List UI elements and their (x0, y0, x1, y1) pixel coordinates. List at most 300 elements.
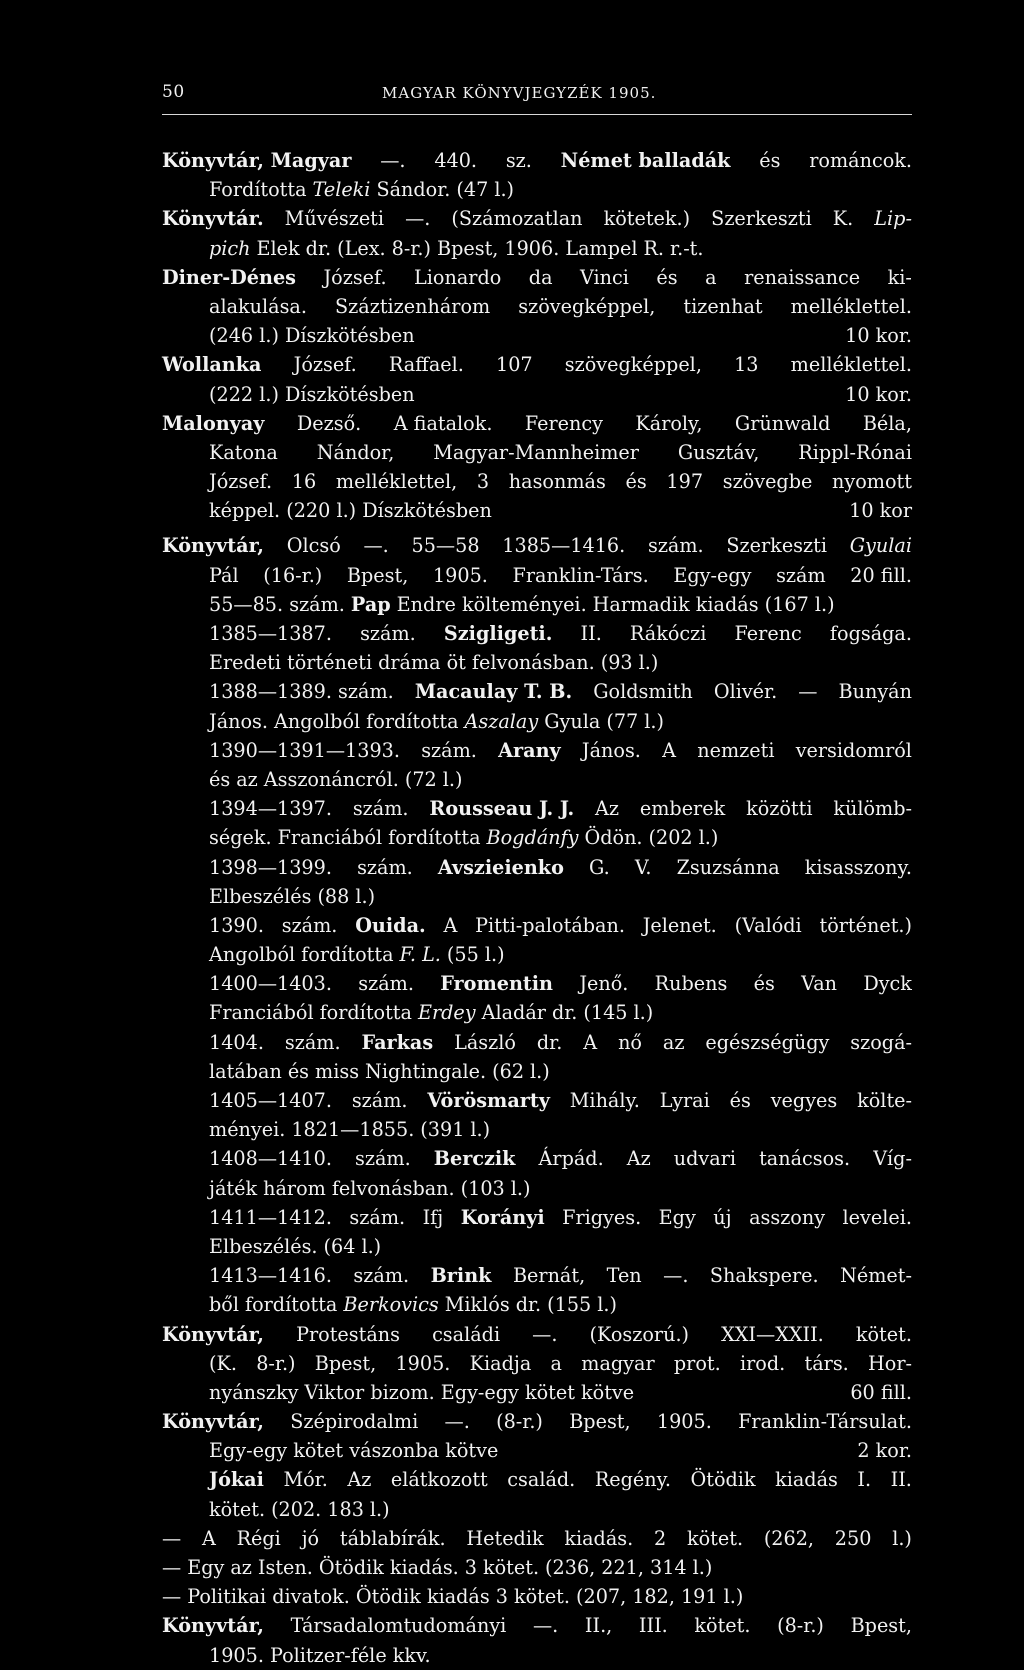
word: melléklettel. (790, 353, 912, 377)
word: (Számozatlan (451, 207, 583, 231)
word: három (263, 1176, 326, 1200)
word: Jenő. (579, 972, 629, 996)
word: és (656, 265, 678, 289)
word: társ. (804, 1351, 849, 1375)
word: (155 (547, 1293, 592, 1317)
word: Szerkeszti (711, 207, 812, 231)
word: R. (643, 236, 665, 260)
word: az (662, 1030, 685, 1054)
word: Pál (209, 563, 239, 587)
word: kötet. (513, 1585, 570, 1609)
word: 250 (834, 1526, 872, 1550)
word: Erdey (417, 1001, 476, 1025)
word: Fordította (209, 178, 307, 202)
word: 1413—1416. (209, 1264, 332, 1288)
word: és (729, 1089, 751, 1112)
text-line (162, 1553, 912, 1582)
word: Dyck (863, 972, 912, 996)
text-line (162, 765, 912, 794)
word: Nándor, (316, 440, 395, 464)
word: versidomról (795, 738, 912, 762)
word: Bpest, (850, 1614, 912, 1638)
word: —. (532, 1322, 558, 1346)
word: szám (776, 563, 826, 587)
word: Vinci (580, 265, 629, 289)
word: Farkas (361, 1030, 434, 1054)
word: 10 kor. (845, 382, 912, 406)
text-line (162, 998, 912, 1027)
word: da (528, 265, 553, 289)
word: l.) (369, 1497, 390, 1521)
word: Egy (187, 1556, 225, 1579)
word: a (550, 1351, 562, 1375)
word: Endre költeményei. (396, 592, 587, 616)
word: Művészeti (284, 207, 385, 231)
word: Rubens (654, 972, 728, 996)
word: Víg- (873, 1147, 912, 1171)
text-line (162, 1349, 912, 1378)
word: József. (209, 470, 273, 494)
word: Ten (606, 1264, 642, 1288)
word: — (162, 1556, 182, 1579)
word: Harmadik kiadás (167 l.) (592, 592, 835, 616)
word: Avszieienko (437, 855, 564, 879)
word: Lyrai (659, 1089, 710, 1112)
word: Teleki (312, 178, 371, 202)
word: elátkozott (390, 1468, 488, 1492)
word: új (713, 1205, 732, 1229)
text-line (162, 1378, 912, 1407)
text-line (162, 1115, 912, 1144)
word: l.) (692, 1556, 713, 1579)
word: szám. (360, 622, 416, 645)
word: 2 (654, 1526, 667, 1550)
word: ki- (887, 265, 912, 289)
word: A (443, 913, 458, 937)
word: magyar (581, 1351, 655, 1375)
word: 1905. (656, 1410, 712, 1434)
word: Mór. (283, 1468, 328, 1492)
word: (236, (545, 1556, 596, 1579)
word: 3 (476, 470, 490, 494)
word: —. (444, 1410, 470, 1434)
word: (88 (317, 884, 350, 908)
word: és (287, 1059, 310, 1083)
word: kiadás. (389, 1556, 459, 1579)
word: 1905. (395, 1351, 451, 1375)
word: — (162, 1585, 182, 1609)
word: (64 (323, 1234, 356, 1258)
text-line (162, 648, 912, 677)
word: l.) (723, 1585, 744, 1609)
word: 1906. (504, 236, 560, 260)
text-line (162, 234, 912, 263)
word: A fiatalok. (393, 411, 493, 435)
word: ményei. (209, 1118, 286, 1142)
word: Ferenc (734, 622, 802, 645)
word: Német- (840, 1264, 912, 1288)
word: fordította (366, 709, 459, 733)
word: fordította (319, 1001, 412, 1025)
word: 1405—1407. (209, 1089, 332, 1112)
word: Lionardo (414, 265, 502, 289)
word: és (209, 767, 231, 791)
word: Bpest, (346, 563, 409, 587)
word: szám. (352, 797, 409, 821)
text-line (162, 1320, 912, 1349)
word: Ötödik (355, 1585, 421, 1609)
word: 10 kor (849, 499, 912, 523)
word: fordította (301, 943, 394, 967)
text-line (162, 438, 912, 467)
word: szám. (355, 1147, 411, 1171)
word: fordította (244, 1293, 338, 1317)
word: (77 (606, 709, 639, 733)
text-line (162, 853, 912, 882)
text-line (162, 1290, 912, 1319)
word: kkv. (392, 1643, 431, 1667)
page-number: 50 (162, 82, 185, 102)
word: hasonmás (508, 470, 606, 494)
word: 1385—1387. (209, 622, 332, 645)
word: és (759, 149, 781, 172)
word: —. (532, 1614, 559, 1638)
word: l.) (494, 178, 515, 202)
word: dr. (536, 1030, 563, 1054)
word: l.) (470, 1118, 491, 1142)
word: Lip- (874, 207, 912, 231)
word: l.) (361, 1234, 382, 1258)
word: 3 (495, 1585, 508, 1609)
word: A (201, 1526, 216, 1550)
word: Gusztáv, (677, 440, 760, 464)
word: egészségügy (705, 1030, 830, 1054)
word: 183 (327, 1497, 364, 1521)
text-line (162, 736, 912, 765)
word: (202. (271, 1497, 322, 1521)
word: 1390. (209, 913, 264, 937)
word: Politzer-féle (269, 1643, 387, 1667)
word: ből (209, 1293, 239, 1317)
word: Kiadja (469, 1351, 532, 1375)
word: nyomott (832, 470, 912, 494)
word: Rákóczi (629, 622, 707, 645)
word: pich (209, 236, 251, 260)
word: Berkovics (343, 1293, 439, 1317)
word: (391 (420, 1118, 465, 1142)
text-line (162, 1203, 912, 1232)
word: Régi (236, 1526, 281, 1550)
word: 55—58 (411, 534, 480, 558)
word: 314 (650, 1556, 687, 1579)
word: Egy-egy (673, 563, 752, 587)
word: divatok. (272, 1585, 350, 1609)
word: (72 (404, 767, 437, 791)
text-line (162, 1641, 912, 1670)
word: Könyvtár, (162, 534, 264, 558)
text-line (162, 1057, 912, 1086)
word: Sándor. (376, 178, 451, 202)
word: család. (507, 1468, 576, 1492)
word: József. (293, 353, 357, 377)
word: (202 (648, 826, 693, 850)
word: Száztizenhárom (335, 294, 491, 318)
word: 1905. (209, 1643, 264, 1667)
word: Egy-egy kötet vászonba kötve (209, 1439, 499, 1463)
word: V. (634, 855, 652, 879)
word: K. (832, 207, 854, 231)
word: Vörösmarty (427, 1089, 550, 1112)
word: (Valódi (734, 913, 802, 937)
word: (246 l.) Díszkötésben (209, 324, 415, 348)
word: XXI—XXII. (721, 1322, 824, 1346)
word: kiadás. (564, 1526, 634, 1550)
word: szám. (647, 534, 704, 558)
text-line (162, 707, 912, 736)
word: Jókai (209, 1468, 264, 1492)
word: szám. (421, 738, 477, 762)
word: kötetek.) (603, 207, 691, 231)
word: kiadás (775, 1468, 838, 1492)
word: Mihály. (569, 1089, 640, 1112)
word: asszony (749, 1205, 826, 1229)
word: Szépirodalmi (290, 1410, 419, 1434)
word: Bpest, (569, 1410, 631, 1434)
word: kötet. (855, 1322, 912, 1346)
word: Bpest, (314, 1351, 377, 1375)
word: Ötödik (690, 1468, 756, 1492)
word: —. (363, 534, 389, 558)
word: fogsága. (829, 622, 912, 645)
word: Franklin-Társ. (512, 563, 649, 587)
word: Árpád. (538, 1147, 604, 1171)
word: Könyvtár, (162, 1322, 264, 1346)
word: Rippl-Rónai (798, 440, 912, 464)
word: ségek. (209, 826, 272, 850)
word: tizenhat (683, 294, 763, 318)
word: (93 (600, 651, 633, 675)
word: Szigligeti. (443, 622, 553, 645)
text-line (162, 1232, 912, 1261)
text-line (162, 823, 912, 852)
word: Az (626, 1147, 651, 1171)
word: Ödön. (584, 826, 643, 850)
word: alakulása. (209, 294, 307, 318)
word: József. (323, 265, 387, 289)
word: Wollanka (162, 353, 262, 377)
word: Aszalay (464, 709, 539, 733)
word: 107 (496, 353, 533, 377)
word: (8-r.) (496, 1410, 543, 1434)
text-line (162, 263, 912, 292)
word: Könyvtár, (162, 1410, 264, 1434)
word: sz. (505, 149, 532, 172)
word: prot. (673, 1351, 721, 1375)
word: —. (380, 149, 406, 172)
word: szám. (281, 913, 338, 937)
word: II., (584, 1614, 613, 1638)
word: kötet. (482, 1556, 540, 1579)
word: 1404. (209, 1030, 264, 1054)
word: kötet. (686, 1526, 744, 1550)
word: Bpest, (436, 236, 499, 260)
word: Könyvtár, Magyar (162, 149, 352, 172)
word: Berczik (433, 1147, 516, 1171)
text-line (162, 350, 912, 379)
word: Bunyán (838, 680, 912, 704)
word: Gyula (544, 709, 601, 733)
word: 182, (632, 1585, 675, 1609)
word: (262, (763, 1526, 815, 1550)
word: melléklettel, (335, 470, 458, 494)
word: jó (301, 1526, 320, 1550)
word: vegyes (770, 1089, 838, 1112)
word: — (798, 680, 818, 704)
word: (K. (209, 1351, 237, 1375)
word: dr. (305, 236, 332, 260)
word: Nightingale. (365, 1059, 487, 1083)
word: Brink (430, 1264, 492, 1288)
text-line (162, 677, 912, 706)
word: Bogdánfy (486, 826, 579, 850)
word: 13 (734, 353, 759, 377)
text-line (162, 1261, 912, 1290)
word: l.) (530, 1059, 550, 1083)
word: l.) (510, 1176, 531, 1200)
text-line (162, 1144, 912, 1173)
word: Korányi (460, 1205, 545, 1229)
word: Arany (498, 738, 561, 762)
word: Pap (350, 592, 391, 616)
word: l.) (442, 767, 463, 791)
text-line (162, 590, 912, 619)
word: Franciából (277, 826, 383, 850)
word: 1398—1399. (209, 855, 332, 879)
word: Ifj (422, 1205, 444, 1229)
word: a (705, 265, 717, 289)
word: kiadás (426, 1585, 490, 1609)
word: r.-t. (670, 236, 704, 260)
word: l.) (892, 1526, 912, 1550)
word: szövegképpel, (518, 294, 656, 318)
text-line (162, 969, 912, 998)
word: Társadalomtudományi (290, 1614, 507, 1638)
word: l.) (355, 884, 376, 908)
text-line (162, 1086, 912, 1115)
text-line (162, 1028, 912, 1057)
word: az (236, 767, 258, 791)
word: dr. (551, 1001, 578, 1025)
word: (8-r.) (777, 1614, 824, 1638)
word: kötet. (694, 1614, 751, 1638)
word: —. (663, 1264, 689, 1288)
text-line (162, 531, 912, 560)
word: szám. (358, 972, 414, 996)
word: (207, (576, 1585, 627, 1609)
word: az (230, 1556, 252, 1579)
word: és (753, 972, 775, 996)
word: Az (347, 1468, 372, 1492)
word: Diner-Dénes (162, 265, 296, 289)
word: Dezső. (296, 411, 362, 435)
text-line (162, 1407, 912, 1436)
word: (55 (446, 943, 479, 967)
word: családi (432, 1322, 501, 1346)
word: udvari (673, 1147, 737, 1171)
text-line (162, 380, 912, 409)
word: Shakspere. (709, 1264, 819, 1288)
word: szövegképpel, (564, 353, 702, 377)
word: dr. (515, 1293, 542, 1317)
word: II. (890, 1468, 912, 1492)
word: Franklin-Társulat. (738, 1410, 912, 1434)
word: Grünwald (734, 411, 831, 435)
word: 20 fill. (850, 563, 912, 587)
word: II. (580, 622, 602, 645)
word: Magyar-Mannheimer (433, 440, 639, 464)
word: felvonásban. (331, 1176, 455, 1200)
word: 1390—1391—1393. (209, 738, 400, 762)
word: irod. (739, 1351, 786, 1375)
text-line (162, 1524, 912, 1553)
word: szogá- (850, 1030, 912, 1054)
word: A (583, 1030, 598, 1054)
header-rule (162, 114, 912, 115)
word: szám. (284, 1030, 341, 1054)
word: renaissance (744, 265, 861, 289)
word: Könyvtár. (162, 207, 264, 231)
word: (103 (460, 1176, 505, 1200)
text-line (162, 146, 912, 175)
word: Franciából (209, 1001, 314, 1025)
word: 8-r.) (391, 236, 431, 260)
word: László (454, 1030, 516, 1054)
word: 440. (434, 149, 478, 172)
word: Hor- (868, 1351, 912, 1375)
word: Olcsó (286, 534, 341, 558)
word: nő (618, 1030, 642, 1054)
word: Elbeszélés (209, 884, 312, 908)
word: 1411—1412. (209, 1205, 332, 1229)
text-line (162, 794, 912, 823)
word: játék (209, 1176, 258, 1200)
text-line (162, 496, 912, 525)
word: táblabírák. (339, 1526, 446, 1550)
word: Miklós (444, 1293, 510, 1317)
word: 1905. (432, 563, 488, 587)
word: 221, (601, 1556, 644, 1579)
text-line (162, 882, 912, 911)
word: Német balladák (560, 149, 731, 172)
word: — (162, 1526, 182, 1550)
word: Fromentin (440, 972, 554, 996)
word: Asszonáncról. (263, 767, 399, 791)
word: l.) (644, 709, 664, 733)
text-line (162, 321, 912, 350)
word: Elek (256, 236, 300, 260)
word: 8-r.) (256, 1351, 296, 1375)
word: Bernát, (512, 1264, 586, 1288)
word: Regény. (594, 1468, 671, 1492)
text-line (162, 175, 912, 204)
word: történet.) (819, 913, 912, 937)
word: Malonyay (162, 411, 265, 435)
word: 60 fill. (850, 1380, 912, 1404)
word: 1385—1416. (502, 534, 626, 558)
word: 2 kor. (857, 1439, 912, 1463)
text-line (162, 292, 912, 321)
text-line (162, 619, 912, 648)
